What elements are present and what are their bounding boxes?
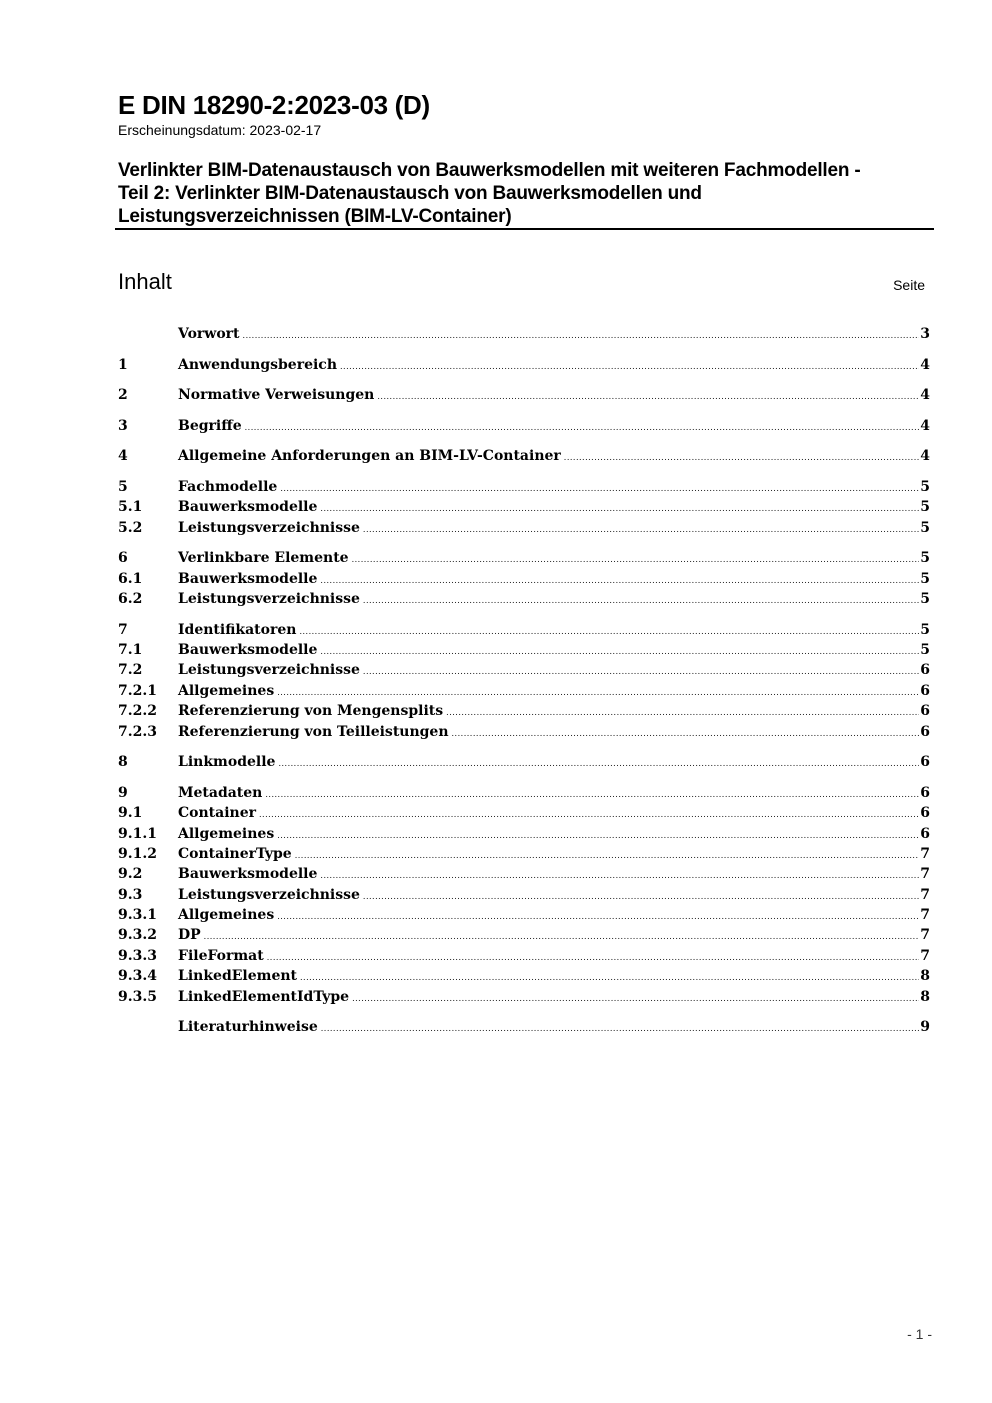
toc-entry-6-1[interactable] xyxy=(118,569,930,589)
document-title-line: Leistungsverzeichnissen (BIM-LV-Container) xyxy=(118,206,512,227)
toc-entry-title: DP xyxy=(178,927,201,944)
toc-entry-page: 9 xyxy=(920,1019,930,1036)
toc-entry-9-3-5[interactable] xyxy=(118,987,930,1007)
toc-entry-title: Allgemeines xyxy=(178,907,275,924)
toc-dot-leader xyxy=(452,724,920,744)
toc-entry-9-3-4[interactable] xyxy=(118,966,930,986)
toc-entry-page: 4 xyxy=(920,417,930,434)
toc-entry-9-1-2[interactable] xyxy=(118,844,930,864)
toc-entry-page: 7 xyxy=(920,886,930,903)
toc-entry-9-2[interactable] xyxy=(118,864,930,884)
toc-entry-page: 6 xyxy=(920,703,930,720)
toc-entry-page: 5 xyxy=(920,499,930,516)
toc-entry-title: Verlinkbare Elemente xyxy=(178,550,349,567)
toc-entry-title: Metadaten xyxy=(178,784,263,801)
toc-dot-leader xyxy=(564,448,919,468)
toc-entry-number: 6.2 xyxy=(118,591,143,608)
toc-dot-leader xyxy=(352,550,920,570)
toc-dot-leader xyxy=(277,907,919,927)
toc-entry-number: 7.2.1 xyxy=(118,682,157,699)
toc-dot-leader xyxy=(277,683,919,703)
toc-entry-title: Referenzierung von Teilleistungen xyxy=(178,723,449,740)
toc-entry-number: 6.1 xyxy=(118,570,143,587)
toc-entry-title: Allgemeines xyxy=(178,825,275,842)
toc-entry-4[interactable] xyxy=(118,446,930,466)
toc-entry-number: 7 xyxy=(118,621,128,638)
toc-entry-page: 5 xyxy=(920,550,930,567)
toc-dot-leader xyxy=(280,479,919,499)
toc-entry-number: 4 xyxy=(118,448,128,465)
toc-entry-title: Container xyxy=(178,805,256,822)
toc-entry-page: 8 xyxy=(920,988,930,1005)
toc-entry-title: Bauwerksmodelle xyxy=(178,499,318,516)
toc-entry-title: Anwendungsbereich xyxy=(178,356,337,373)
toc-entry-title: ContainerType xyxy=(178,845,292,862)
toc-entry-page: 5 xyxy=(920,591,930,608)
toc-entry-page: 3 xyxy=(920,326,930,342)
toc-entry-page: 6 xyxy=(920,682,930,699)
toc-entry-page: 7 xyxy=(920,947,930,964)
toc-entry-page: 7 xyxy=(920,866,930,883)
toc-entry-7[interactable] xyxy=(118,620,930,640)
toc-entry-6-2[interactable] xyxy=(118,589,930,609)
toc-dot-leader xyxy=(277,826,919,846)
toc-dot-leader xyxy=(259,805,919,825)
toc-entry-9-3-1[interactable] xyxy=(118,905,930,925)
toc-dot-leader xyxy=(320,642,919,662)
toc-entry-number: 9 xyxy=(118,784,128,801)
toc-entry-page: 6 xyxy=(920,754,930,771)
toc-entry-number: 5.1 xyxy=(118,499,143,516)
toc-dot-leader xyxy=(245,418,920,438)
toc-dot-leader xyxy=(320,571,919,591)
toc-entry-2[interactable] xyxy=(118,385,930,405)
toc-entry-title: Identifikatoren xyxy=(178,621,297,638)
toc-entry-title: Bauwerksmodelle xyxy=(178,570,318,587)
document-title-line: Teil 2: Verlinkter BIM-Datenaustausch von Bauwerksmodellen und xyxy=(118,183,702,204)
toc-entry-literaturhinweise[interactable] xyxy=(118,1017,930,1037)
toc-entry-7-2[interactable] xyxy=(118,660,930,680)
toc-entry-title: Fachmodelle xyxy=(178,478,278,495)
toc-entry-9-1[interactable] xyxy=(118,803,930,823)
toc-entry-number: 9.1.2 xyxy=(118,845,157,862)
toc-entry-number: 1 xyxy=(118,356,128,373)
toc-entry-7-2-1[interactable] xyxy=(118,681,930,701)
toc-dot-leader xyxy=(243,326,920,346)
toc-entry-page: 5 xyxy=(920,570,930,587)
toc-entry-title: Begriffe xyxy=(178,417,242,434)
toc-entry-page: 5 xyxy=(920,519,930,536)
toc-entry-1[interactable] xyxy=(118,355,930,375)
toc-dot-leader xyxy=(320,499,919,519)
document-title xyxy=(118,159,933,228)
toc-entry-7-1[interactable] xyxy=(118,640,930,660)
toc-entry-9-3[interactable] xyxy=(118,885,930,905)
toc-entry-number: 7.2 xyxy=(118,662,143,679)
toc-entry-number: 9.3 xyxy=(118,886,143,903)
toc-entry-3[interactable] xyxy=(118,416,930,436)
toc-entry-vorwort[interactable] xyxy=(118,324,930,344)
toc-page-column-label: Seite xyxy=(893,277,925,293)
toc-entry-page: 7 xyxy=(920,907,930,924)
toc-dot-leader xyxy=(352,989,919,1009)
toc-entry-page: 4 xyxy=(920,448,930,465)
toc-entry-page: 6 xyxy=(920,784,930,801)
toc-entry-9-1-1[interactable] xyxy=(118,824,930,844)
publication-date: Erscheinungsdatum: 2023-02-17 xyxy=(118,122,322,138)
toc-dot-leader xyxy=(446,703,919,723)
toc-entry-number: 2 xyxy=(118,387,128,404)
toc-dot-leader xyxy=(363,591,919,611)
toc-entry-title: FileFormat xyxy=(178,947,264,964)
toc-dot-leader xyxy=(321,1019,920,1039)
toc-entry-title: Leistungsverzeichnisse xyxy=(178,519,360,536)
toc-entry-page: 6 xyxy=(920,723,930,740)
toc-entry-number: 9.3.4 xyxy=(118,968,157,985)
toc-entry-number: 9.3.3 xyxy=(118,947,157,964)
toc-entry-number: 9.3.2 xyxy=(118,927,157,944)
toc-entry-9-3-2[interactable] xyxy=(118,925,930,945)
toc-entry-8[interactable] xyxy=(118,752,930,772)
toc-dot-leader xyxy=(278,754,919,774)
toc-entry-title: Bauwerksmodelle xyxy=(178,642,318,658)
toc-dot-leader xyxy=(300,968,919,988)
toc-entry-title: Literaturhinweise xyxy=(178,1019,318,1036)
toc-entry-page: 7 xyxy=(920,927,930,944)
toc-dot-leader xyxy=(340,357,919,377)
toc-entry-number: 7.2.2 xyxy=(118,703,157,720)
table-of-contents xyxy=(118,324,930,1038)
toc-entry-number: 5.2 xyxy=(118,519,143,536)
document-id: E DIN 18290-2:2023-03 (D) xyxy=(118,90,430,120)
toc-entry-title: Leistungsverzeichnisse xyxy=(178,662,360,679)
toc-entry-page: 6 xyxy=(920,662,930,679)
toc-dot-leader xyxy=(320,866,919,886)
toc-entry-page: 6 xyxy=(920,825,930,842)
toc-entry-title: Leistungsverzeichnisse xyxy=(178,886,360,903)
toc-dot-leader xyxy=(363,887,919,907)
toc-dot-leader xyxy=(204,927,920,947)
toc-entry-title: Referenzierung von Mengensplits xyxy=(178,703,444,720)
toc-entry-9-3-3[interactable] xyxy=(118,946,930,966)
toc-entry-page: 6 xyxy=(920,805,930,822)
toc-entry-title: Normative Verweisungen xyxy=(178,387,375,404)
toc-entry-number: 5 xyxy=(118,478,128,495)
toc-dot-leader xyxy=(267,948,920,968)
toc-entry-title: Linkmodelle xyxy=(178,754,276,771)
toc-entry-title: Bauwerksmodelle xyxy=(178,866,318,883)
toc-entry-title: Allgemeine Anforderungen an BIM-LV-Container xyxy=(178,448,561,465)
toc-entry-page: 8 xyxy=(920,968,930,985)
toc-entry-number: 7.2.3 xyxy=(118,723,157,740)
toc-entry-5[interactable] xyxy=(118,477,930,497)
toc-dot-leader xyxy=(363,520,919,540)
toc-entry-title: LinkedElementIdType xyxy=(178,988,350,1005)
toc-entry-number: 3 xyxy=(118,417,128,434)
title-divider xyxy=(115,228,934,230)
toc-entry-number: 7.1 xyxy=(118,642,143,658)
toc-entry-number: 6 xyxy=(118,550,128,567)
toc-entry-title: Allgemeines xyxy=(178,682,275,699)
toc-entry-title: Vorwort xyxy=(178,326,240,342)
toc-entry-7-2-3[interactable] xyxy=(118,722,930,742)
toc-entry-number: 9.3.1 xyxy=(118,907,157,924)
toc-heading: Inhalt xyxy=(118,269,172,294)
toc-entry-6[interactable] xyxy=(118,548,930,568)
footer-page-number: - 1 - xyxy=(907,1326,932,1342)
toc-entry-number: 9.2 xyxy=(118,866,143,883)
toc-entry-page: 4 xyxy=(920,387,930,404)
toc-entry-title: Leistungsverzeichnisse xyxy=(178,591,360,608)
toc-dot-leader xyxy=(363,662,919,682)
toc-entry-page: 4 xyxy=(920,356,930,373)
toc-dot-leader xyxy=(377,387,919,407)
toc-entry-7-2-2[interactable] xyxy=(118,701,930,721)
toc-entry-number: 9.3.5 xyxy=(118,988,157,1005)
toc-entry-title: LinkedElement xyxy=(178,968,297,985)
document-title-line: Verlinkter BIM-Datenaustausch von Bauwerksmodellen mit weiteren Fachmodellen - xyxy=(118,160,861,181)
toc-entry-number: 8 xyxy=(118,754,128,771)
toc-entry-number: 9.1.1 xyxy=(118,825,157,842)
toc-entry-page: 7 xyxy=(920,845,930,862)
toc-dot-leader xyxy=(295,846,920,866)
toc-entry-number: 9.1 xyxy=(118,805,143,822)
toc-entry-page: 5 xyxy=(920,621,930,638)
toc-dot-leader xyxy=(299,622,919,642)
toc-entry-page: 5 xyxy=(920,478,930,495)
toc-dot-leader xyxy=(265,785,919,805)
toc-entry-page: 5 xyxy=(920,642,930,658)
toc-entry-5-2[interactable] xyxy=(118,518,930,538)
toc-entry-9[interactable] xyxy=(118,783,930,803)
toc-entry-5-1[interactable] xyxy=(118,497,930,517)
